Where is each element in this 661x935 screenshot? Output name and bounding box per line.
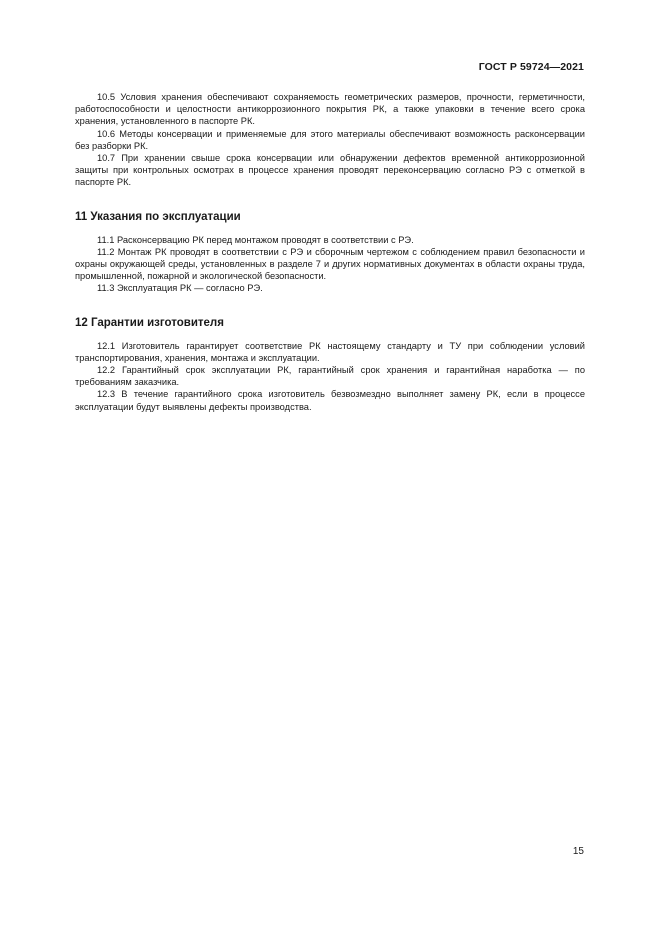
section-12-title: 12 Гарантии изготовителя [75,316,224,329]
document-code-header: ГОСТ Р 59724—2021 [478,61,584,73]
paragraph-10-5: 10.5 Условия хранения обеспечивают сохраняемость геометрических размеров, прочности, герметичности, работоспособности и целостности антикоррозионного покрытия РК, а также упаковки в течение всего срока хранения, установленного в паспорте РК. [75,92,585,127]
paragraph-10-6: 10.6 Методы консервации и применяемые для этого материалы обеспечивают возможность расконсервации без разборки РК. [75,128,585,151]
paragraph-12-2: 12.2 Гарантийный срок эксплуатации РК, гарантийный срок хранения и гарантийная наработка — по требованиям заказчика. [75,365,585,388]
page-content [75,91,585,413]
paragraph-12-3: 12.3 В течение гарантийного срока изготовитель безвозмездно выполняет замену РК, если в процессе эксплуатации будут выявлены дефекты производства. [75,389,585,412]
paragraph-11-3: 11.3 Эксплуатация РК — согласно РЭ. [97,283,263,294]
paragraph-11-1: 11.1 Расконсервацию РК перед монтажом проводят в соответствии с РЭ. [97,234,414,245]
section-11-title: 11 Указания по эксплуатации [75,210,241,223]
paragraph-11-2: 11.2 Монтаж РК проводят в соответствии с РЭ и сборочным чертежом с соблюдением правил безопасности и охраны окружающей среды, установленных в разделе 7 и других нормативных документах в области охраны труда, промышленной, пожарной и экологической безопасности. [75,246,585,282]
paragraph-10-7: 10.7 При хранении свыше срока консервации или обнаружении дефектов временной антикоррозионной защиты при контрольных осмотрах в процессе хранения проводят переконсервацию согласно РЭ с отметкой в паспорте РК. [75,153,585,188]
page-number: 15 [572,846,584,857]
paragraph-12-1: 12.1 Изготовитель гарантирует соответствие РК настоящему стандарту и ТУ при соблюдении условий транспортирования, хранения, монтажа и эксплуатации. [75,340,585,363]
